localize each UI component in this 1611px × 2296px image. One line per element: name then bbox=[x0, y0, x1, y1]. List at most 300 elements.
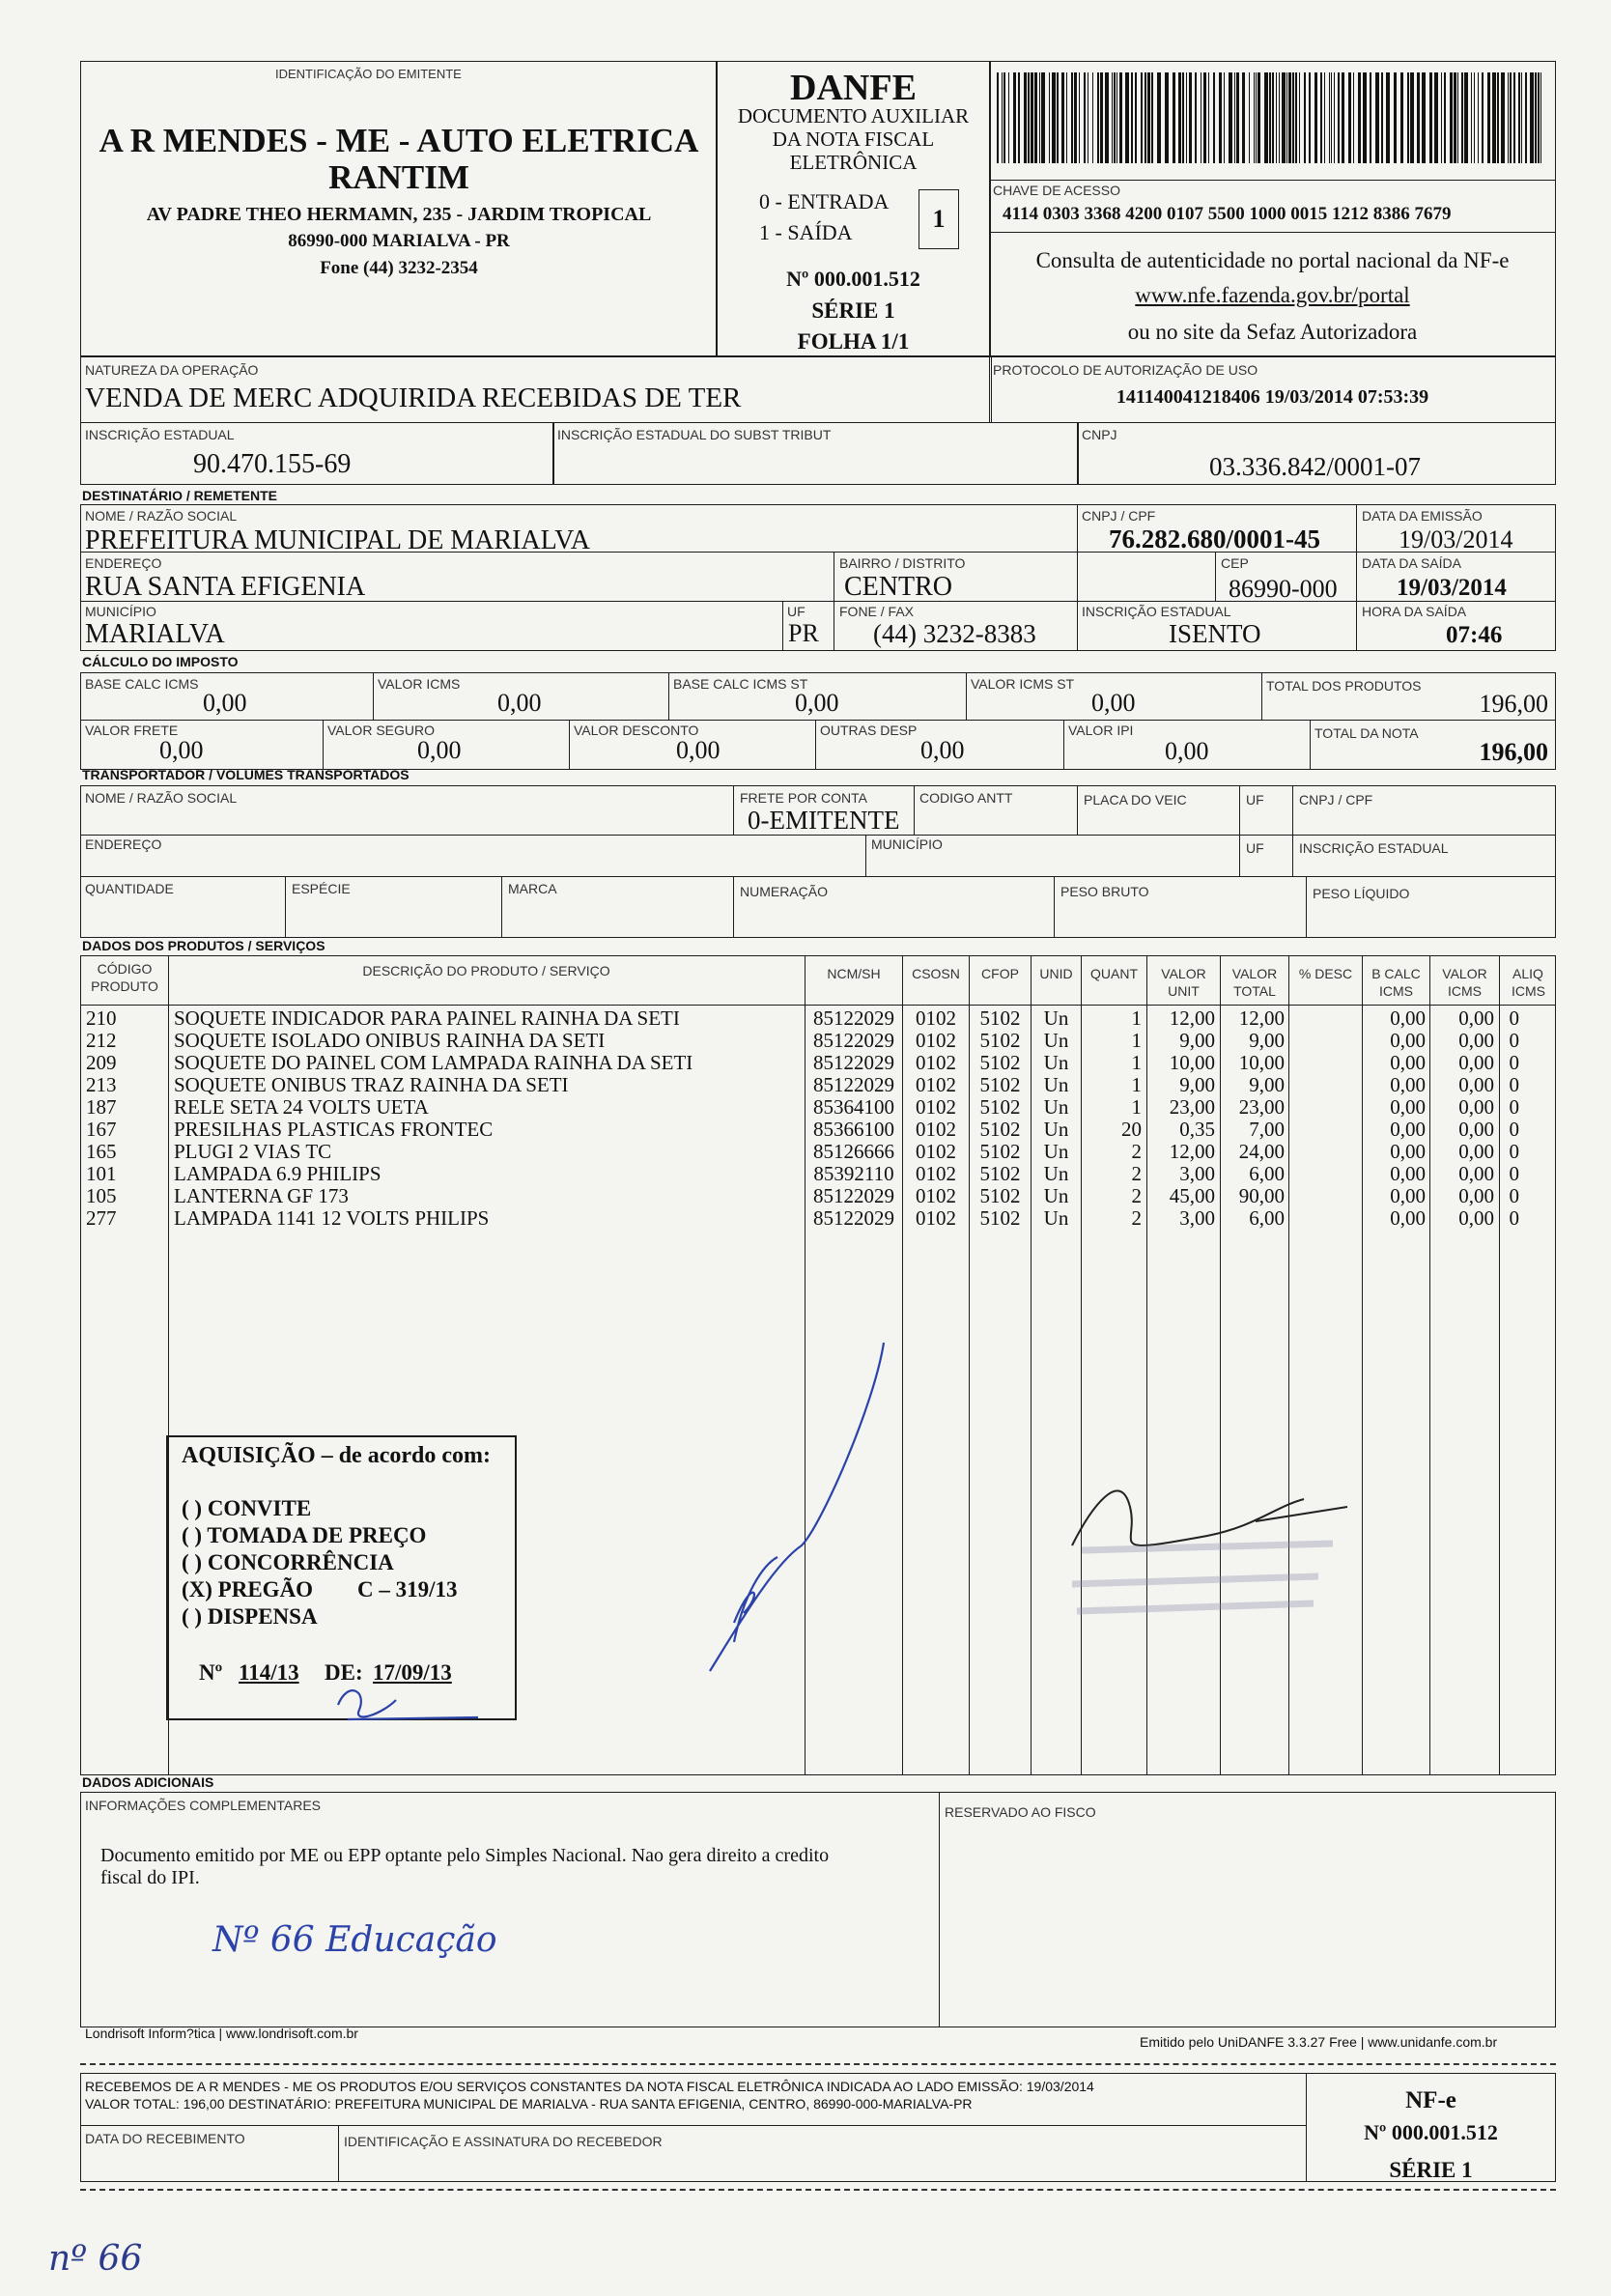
danfe-saida: 1 - SAÍDA bbox=[759, 220, 853, 244]
barcode-bar bbox=[1097, 72, 1099, 163]
emitente-address: AV PADRE THEO HERMAMN, 235 - JARDIM TROPICAL bbox=[146, 204, 652, 225]
cell-descricao: LAMPADA 6.9 PHILIPS bbox=[174, 1162, 382, 1185]
barcode-bar bbox=[1092, 72, 1093, 163]
cell-bcalc: 0,00 bbox=[1390, 1095, 1426, 1119]
cell-codigo: 105 bbox=[86, 1184, 117, 1207]
table-row bbox=[80, 1119, 1556, 1141]
cell-unit: 3,00 bbox=[1179, 1206, 1215, 1230]
barcode-bar bbox=[1151, 72, 1153, 163]
cell-descricao: SOQUETE DO PAINEL COM LAMPADA RAINHA DA SETI bbox=[174, 1051, 693, 1074]
barcode-bar bbox=[1254, 72, 1255, 163]
transp-nome-label: NOME / RAZÃO SOCIAL bbox=[85, 790, 238, 806]
barcode-bar bbox=[1105, 72, 1109, 163]
col-unid: UNID bbox=[1039, 966, 1073, 981]
barcode-bar bbox=[1219, 72, 1222, 163]
cell-total: 7,00 bbox=[1249, 1118, 1285, 1141]
cnpj-value: 03.336.842/0001-07 bbox=[1209, 452, 1421, 481]
cell-unit: 9,00 bbox=[1179, 1029, 1215, 1052]
barcode-bar bbox=[1258, 72, 1260, 163]
barcode-bar bbox=[1057, 72, 1059, 163]
emitente-name-1: A R MENDES - ME - AUTO ELETRICA bbox=[99, 122, 699, 159]
table-row bbox=[80, 1163, 1556, 1185]
barcode-bar bbox=[1400, 72, 1403, 163]
cell-csosn: 0102 bbox=[916, 1095, 956, 1119]
barcode-bar bbox=[1314, 72, 1317, 163]
info-line-1: Documento emitido por ME ou EPP optante pelo Simples Nacional. Nao gera direito a credito bbox=[100, 1845, 830, 1866]
barcode-bar bbox=[1208, 72, 1209, 163]
natureza-value: VENDA DE MERC ADQUIRIDA RECEBIDAS DE TER bbox=[85, 383, 742, 413]
barcode-bar bbox=[1125, 72, 1129, 163]
barcode-bar bbox=[1538, 72, 1540, 163]
barcode-bar bbox=[1471, 72, 1472, 163]
cell-unid: Un bbox=[1043, 1051, 1069, 1074]
cell-quant: 1 bbox=[1131, 1029, 1142, 1052]
barcode-bar bbox=[1079, 72, 1080, 163]
cell-unid: Un bbox=[1043, 1006, 1069, 1030]
canhoto-serie: SÉRIE 1 bbox=[1389, 2158, 1473, 2182]
canhoto-line-2: VALOR TOTAL: 196,00 DESTINATÁRIO: PREFEITURA MUNICIPAL DE MARIALVA - RUA SANTA EFIGENIA, CENTRO, 86990-000-MARIALVA-PR bbox=[85, 2096, 973, 2112]
cell-bcalc: 0,00 bbox=[1390, 1051, 1426, 1074]
imposto-section-label: CÁLCULO DO IMPOSTO bbox=[82, 654, 239, 669]
cell-descricao: SOQUETE ISOLADO ONIBUS RAINHA DA SETI bbox=[174, 1029, 606, 1052]
cell-quant: 2 bbox=[1131, 1206, 1142, 1230]
barcode-bar bbox=[1119, 72, 1122, 163]
col-codigo: CÓDIGO PRODUTO bbox=[91, 961, 158, 994]
barcode-bar bbox=[1008, 72, 1009, 163]
cell-csosn: 0102 bbox=[916, 1118, 956, 1141]
barcode-bar bbox=[1482, 72, 1484, 163]
seguro-label: VALOR SEGURO bbox=[327, 723, 435, 738]
dest-saida: 19/03/2014 bbox=[1397, 575, 1507, 601]
dest-fone: (44) 3232-8383 bbox=[873, 619, 1036, 648]
barcode-bar bbox=[1320, 72, 1322, 163]
total-produtos-label: TOTAL DOS PRODUTOS bbox=[1266, 678, 1422, 694]
transportador-section-label: TRANSPORTADOR / VOLUMES TRANSPORTADOS bbox=[82, 767, 410, 782]
cell-aliq: 0 bbox=[1509, 1006, 1519, 1030]
chave-label: CHAVE DE ACESSO bbox=[993, 183, 1121, 198]
barcode-bar bbox=[1269, 72, 1271, 163]
barcode-bar bbox=[1061, 72, 1064, 163]
protocolo-value: 141140041218406 19/03/2014 07:53:39 bbox=[1116, 386, 1429, 408]
cell-quant: 1 bbox=[1131, 1006, 1142, 1030]
col-cfop: CFOP bbox=[981, 966, 1019, 981]
frete-label: VALOR FRETE bbox=[85, 723, 179, 738]
cell-cfop: 5102 bbox=[979, 1095, 1021, 1119]
stamp-title: AQUISIÇÃO – de acordo com: bbox=[182, 1443, 491, 1468]
cell-ncm: 85366100 bbox=[813, 1118, 894, 1141]
cell-ncm: 85364100 bbox=[813, 1095, 894, 1119]
barcode-bar bbox=[997, 72, 999, 163]
ipi: 0,00 bbox=[1165, 737, 1209, 765]
info-line-2: fiscal do IPI. bbox=[100, 1867, 200, 1888]
cell-vicms: 0,00 bbox=[1458, 1006, 1494, 1030]
cell-cfop: 5102 bbox=[979, 1029, 1021, 1052]
barcode-bar bbox=[1024, 72, 1027, 163]
barcode-bar bbox=[1039, 72, 1040, 163]
barcode-bar bbox=[1487, 72, 1490, 163]
cell-aliq: 0 bbox=[1509, 1029, 1519, 1052]
barcode-bar bbox=[1518, 72, 1520, 163]
cell-codigo: 165 bbox=[86, 1140, 117, 1163]
table-row bbox=[80, 1096, 1556, 1119]
barcode-bar bbox=[1049, 72, 1050, 163]
cell-cfop: 5102 bbox=[979, 1206, 1021, 1230]
barcode-bar bbox=[1173, 72, 1175, 163]
danfe-subtitle-2: DA NOTA FISCAL bbox=[772, 128, 935, 151]
cell-unid: Un bbox=[1043, 1095, 1069, 1119]
barcode-bar bbox=[1434, 72, 1438, 163]
cell-vicms: 0,00 bbox=[1458, 1118, 1494, 1141]
barcode-bar bbox=[1450, 72, 1453, 163]
barcode-bar bbox=[1535, 72, 1537, 163]
col-valor-unit: VALOR UNIT bbox=[1161, 966, 1206, 999]
barcode-bar bbox=[1521, 72, 1522, 163]
cell-total: 9,00 bbox=[1249, 1029, 1285, 1052]
cell-aliq: 0 bbox=[1509, 1118, 1519, 1141]
barcode-bar bbox=[1071, 72, 1073, 163]
barcode-bar bbox=[1165, 72, 1169, 163]
cell-unit: 10,00 bbox=[1169, 1051, 1215, 1074]
canhoto-nfe: NF-e bbox=[1405, 2087, 1456, 2113]
natureza-label: NATUREZA DA OPERAÇÃO bbox=[85, 362, 259, 378]
barcode-bar bbox=[1066, 72, 1067, 163]
barcode-bar bbox=[1286, 72, 1287, 163]
danfe-entrada: 0 - ENTRADA bbox=[759, 189, 890, 213]
dest-uf-label: UF bbox=[787, 604, 806, 619]
barcode-bar bbox=[1525, 72, 1527, 163]
barcode-bar bbox=[1249, 72, 1250, 163]
dest-cep-label: CEP bbox=[1221, 555, 1249, 571]
cnpj-label: CNPJ bbox=[1082, 427, 1117, 442]
col-vicms: VALOR ICMS bbox=[1442, 966, 1487, 999]
barcode-bar bbox=[1182, 72, 1184, 163]
barcode-bar bbox=[1331, 72, 1332, 163]
desconto-label: VALOR DESCONTO bbox=[574, 723, 699, 738]
cell-total: 90,00 bbox=[1238, 1184, 1285, 1207]
cell-ncm: 85122029 bbox=[813, 1051, 894, 1074]
table-row bbox=[80, 1141, 1556, 1163]
danfe-serie: SÉRIE 1 bbox=[811, 298, 895, 323]
barcode-bar bbox=[1353, 72, 1354, 163]
dest-uf: PR bbox=[788, 619, 819, 647]
transp-peso-liquido-label: PESO LÍQUIDO bbox=[1313, 886, 1410, 901]
barcode-bar bbox=[1256, 72, 1257, 163]
transp-municipio-label: MUNICÍPIO bbox=[871, 836, 943, 852]
cell-csosn: 0102 bbox=[916, 1073, 956, 1096]
cell-unit: 23,00 bbox=[1169, 1095, 1215, 1119]
chave-consulta-3: ou no site da Sefaz Autorizadora bbox=[1127, 320, 1418, 344]
barcode-bar bbox=[1329, 72, 1330, 163]
cell-aliq: 0 bbox=[1509, 1051, 1519, 1074]
emitente-city: 86990-000 MARIALVA - PR bbox=[288, 231, 510, 251]
barcode-bar bbox=[1084, 72, 1086, 163]
outras-label: OUTRAS DESP bbox=[820, 723, 918, 738]
cell-aliq: 0 bbox=[1509, 1162, 1519, 1185]
cell-total: 12,00 bbox=[1238, 1006, 1285, 1030]
danfe-folha: FOLHA 1/1 bbox=[797, 329, 910, 354]
canhoto-ident-label: IDENTIFICAÇÃO E ASSINATURA DO RECEBEDOR bbox=[344, 2134, 663, 2149]
dest-ie: ISENTO bbox=[1169, 619, 1261, 648]
barcode-bar bbox=[1454, 72, 1456, 163]
cell-cfop: 5102 bbox=[979, 1162, 1021, 1185]
handwritten-note: Nº 66 Educação bbox=[212, 1920, 497, 1960]
footer-right: Emitido pelo UniDANFE 3.3.27 Free | www.unidanfe.com.br bbox=[1140, 2034, 1498, 2050]
ie-label: INSCRIÇÃO ESTADUAL bbox=[85, 427, 235, 442]
transp-uf2-label: UF bbox=[1246, 840, 1264, 856]
cell-quant: 1 bbox=[1131, 1051, 1142, 1074]
barcode-bar bbox=[1422, 72, 1426, 163]
stamp-num: 114/13 bbox=[239, 1660, 299, 1685]
ie-st-label: INSCRIÇÃO ESTADUAL DO SUBST TRIBUT bbox=[557, 427, 832, 442]
barcode-bar bbox=[1358, 72, 1361, 163]
table-row bbox=[80, 1074, 1556, 1096]
transp-placa-label: PLACA DO VEIC bbox=[1084, 792, 1187, 808]
transp-uf-label: UF bbox=[1246, 792, 1264, 808]
cell-bcalc: 0,00 bbox=[1390, 1140, 1426, 1163]
cell-codigo: 101 bbox=[86, 1162, 117, 1185]
barcode-bar bbox=[1145, 72, 1146, 163]
produtos-rows bbox=[80, 1007, 1556, 1239]
cell-aliq: 0 bbox=[1509, 1184, 1519, 1207]
barcode-bar bbox=[1510, 72, 1512, 163]
base-st-label: BASE CALC ICMS ST bbox=[673, 676, 808, 692]
barcode-bar bbox=[1052, 72, 1056, 163]
barcode-bar bbox=[1461, 72, 1463, 163]
barcode-bar bbox=[1375, 72, 1379, 163]
barcode-bar bbox=[1074, 72, 1077, 163]
barcode-bar bbox=[1114, 72, 1116, 163]
cell-vicms: 0,00 bbox=[1458, 1029, 1494, 1052]
barcode-bar bbox=[1195, 72, 1197, 163]
cell-descricao: PLUGI 2 VIAS TC bbox=[174, 1140, 332, 1163]
cell-descricao: LAMPADA 1141 12 VOLTS PHILIPS bbox=[174, 1206, 490, 1230]
destinatario-section-label: DESTINATÁRIO / REMETENTE bbox=[82, 488, 277, 503]
barcode-bar bbox=[1135, 72, 1137, 163]
barcode-bar bbox=[1381, 72, 1383, 163]
dest-hora-label: HORA DA SAÍDA bbox=[1362, 604, 1467, 619]
cell-vicms: 0,00 bbox=[1458, 1095, 1494, 1119]
barcode-bar bbox=[1540, 72, 1541, 163]
barcode-bar bbox=[1157, 72, 1161, 163]
transp-especie-label: ESPÉCIE bbox=[292, 881, 351, 896]
barcode-bar bbox=[1178, 72, 1181, 163]
cell-codigo: 212 bbox=[86, 1029, 117, 1052]
cell-total: 6,00 bbox=[1249, 1162, 1285, 1185]
fisco-label: RESERVADO AO FISCO bbox=[945, 1804, 1096, 1820]
chave-value: 4114 0303 3368 4200 0107 5500 1000 0015 1212 8386 7679 bbox=[1003, 204, 1452, 224]
cell-csosn: 0102 bbox=[916, 1162, 956, 1185]
cell-unid: Un bbox=[1043, 1029, 1069, 1052]
cell-ncm: 85122029 bbox=[813, 1206, 894, 1230]
barcode-bar bbox=[1141, 72, 1143, 163]
barcode-bar bbox=[1295, 72, 1297, 163]
barcode-bar bbox=[1394, 72, 1397, 163]
cell-descricao: SOQUETE INDICADOR PARA PAINEL RAINHA DA SETI bbox=[174, 1006, 680, 1030]
info-label: INFORMAÇÕES COMPLEMENTARES bbox=[85, 1798, 321, 1813]
cell-cfop: 5102 bbox=[979, 1051, 1021, 1074]
cell-ncm: 85122029 bbox=[813, 1184, 894, 1207]
danfe-tipo: 1 bbox=[932, 205, 946, 233]
cell-aliq: 0 bbox=[1509, 1073, 1519, 1096]
barcode-bar bbox=[1478, 72, 1479, 163]
base-icms-label: BASE CALC ICMS bbox=[85, 676, 199, 692]
dest-saida-label: DATA DA SAÍDA bbox=[1362, 555, 1461, 571]
barcode-bar bbox=[1292, 72, 1294, 163]
cell-bcalc: 0,00 bbox=[1390, 1162, 1426, 1185]
barcode-bar bbox=[1417, 72, 1420, 163]
barcode-bar bbox=[1116, 72, 1117, 163]
barcode-bar bbox=[1213, 72, 1215, 163]
cell-unit: 45,00 bbox=[1169, 1184, 1215, 1207]
table-row bbox=[80, 1185, 1556, 1207]
dest-cep: 86990-000 bbox=[1229, 575, 1338, 603]
col-bcalc: B CALC ICMS bbox=[1371, 966, 1421, 999]
transp-endereco-label: ENDEREÇO bbox=[85, 836, 162, 852]
cell-unit: 12,00 bbox=[1169, 1006, 1215, 1030]
barcode-bar bbox=[1028, 72, 1030, 163]
base-icms: 0,00 bbox=[203, 689, 247, 717]
barcode-bar bbox=[1508, 72, 1509, 163]
barcode-bar bbox=[1276, 72, 1277, 163]
col-aliq: ALIQ ICMS bbox=[1512, 966, 1545, 999]
portal-link[interactable]: www.nfe.fazenda.gov.br/portal bbox=[1135, 283, 1410, 307]
valor-st-label: VALOR ICMS ST bbox=[971, 676, 1075, 692]
col-ncm: NCM/SH bbox=[827, 966, 881, 981]
table-row bbox=[80, 1007, 1556, 1030]
col-descricao: DESCRIÇÃO DO PRODUTO / SERVIÇO bbox=[362, 963, 610, 978]
stamp-convite: ( ) CONVITE bbox=[182, 1496, 312, 1520]
cell-cfop: 5102 bbox=[979, 1073, 1021, 1096]
cell-aliq: 0 bbox=[1509, 1095, 1519, 1119]
cell-total: 6,00 bbox=[1249, 1206, 1285, 1230]
dest-fone-label: FONE / FAX bbox=[839, 604, 915, 619]
stamp-date-label: DE: bbox=[325, 1660, 363, 1685]
cell-total: 10,00 bbox=[1238, 1051, 1285, 1074]
valor-icms-label: VALOR ICMS bbox=[378, 676, 461, 692]
table-row bbox=[80, 1052, 1556, 1074]
dest-endereco: RUA SANTA EFIGENIA bbox=[85, 572, 366, 602]
barcode-bar bbox=[1429, 72, 1432, 163]
barcode-bar bbox=[1309, 72, 1311, 163]
stamp-tomada: ( ) TOMADA DE PREÇO bbox=[182, 1523, 427, 1547]
stamp-concorrencia: ( ) CONCORRÊNCIA bbox=[182, 1550, 394, 1574]
danfe-subtitle-1: DOCUMENTO AUXILIAR bbox=[737, 104, 970, 128]
barcode-bar bbox=[1513, 72, 1515, 163]
total-nota-label: TOTAL DA NOTA bbox=[1314, 725, 1419, 741]
barcode-bar bbox=[1348, 72, 1351, 163]
barcode-bar bbox=[1013, 72, 1016, 163]
barcode-bar bbox=[1229, 72, 1232, 163]
barcode-bar bbox=[1299, 72, 1300, 163]
barcode-bar bbox=[1497, 72, 1499, 163]
cell-bcalc: 0,00 bbox=[1390, 1029, 1426, 1052]
dest-cnpj-label: CNPJ / CPF bbox=[1082, 508, 1156, 524]
dest-hora: 07:46 bbox=[1446, 622, 1503, 648]
cell-quant: 2 bbox=[1131, 1184, 1142, 1207]
dest-nome: PREFEITURA MUNICIPAL DE MARIALVA bbox=[85, 525, 591, 555]
barcode-bar bbox=[1147, 72, 1150, 163]
footer-left: Londrisoft Inform?tica | www.londrisoft.com.br bbox=[85, 2026, 358, 2041]
canhoto-numero: Nº 000.001.512 bbox=[1364, 2120, 1498, 2144]
barcode-bar bbox=[1236, 72, 1239, 163]
total-nota: 196,00 bbox=[1479, 738, 1548, 766]
cell-vicms: 0,00 bbox=[1458, 1162, 1494, 1185]
cell-vicms: 0,00 bbox=[1458, 1206, 1494, 1230]
barcode-bar bbox=[1203, 72, 1206, 163]
cell-cfop: 5102 bbox=[979, 1140, 1021, 1163]
cell-aliq: 0 bbox=[1509, 1140, 1519, 1163]
seguro: 0,00 bbox=[417, 736, 462, 764]
barcode-bar bbox=[1034, 72, 1037, 163]
cell-quant: 1 bbox=[1131, 1073, 1142, 1096]
barcode-bar bbox=[1272, 72, 1274, 163]
barcode-bar bbox=[1386, 72, 1390, 163]
barcode-bar bbox=[1363, 72, 1367, 163]
valor-st: 0,00 bbox=[1091, 689, 1136, 717]
cell-vicms: 0,00 bbox=[1458, 1140, 1494, 1163]
barcode-bar bbox=[1100, 72, 1103, 163]
barcode-bar bbox=[1282, 72, 1286, 163]
barcode-bar bbox=[1186, 72, 1187, 163]
cell-quant: 20 bbox=[1121, 1118, 1142, 1141]
cell-csosn: 0102 bbox=[916, 1206, 956, 1230]
cell-unid: Un bbox=[1043, 1206, 1069, 1230]
dest-nome-label: NOME / RAZÃO SOCIAL bbox=[85, 508, 238, 524]
cell-quant: 1 bbox=[1131, 1095, 1142, 1119]
transp-cnpj-label: CNPJ / CPF bbox=[1299, 792, 1373, 808]
cell-codigo: 209 bbox=[86, 1051, 117, 1074]
cell-unid: Un bbox=[1043, 1118, 1069, 1141]
barcode-bar bbox=[1338, 72, 1340, 163]
stamp-date: 17/09/13 bbox=[373, 1660, 452, 1685]
barcode-bar bbox=[1224, 72, 1225, 163]
transp-numeracao-label: NUMERAÇÃO bbox=[740, 884, 829, 899]
dest-bairro-label: BAIRRO / DISTRITO bbox=[839, 555, 966, 571]
barcode-bar bbox=[1003, 72, 1005, 163]
dest-municipio: MARIALVA bbox=[85, 619, 225, 649]
dest-ie-label: INSCRIÇÃO ESTADUAL bbox=[1082, 604, 1231, 619]
cell-descricao: PRESILHAS PLASTICAS FRONTEC bbox=[174, 1118, 494, 1141]
transp-frete-label: FRETE POR CONTA bbox=[740, 790, 867, 806]
barcode-bar bbox=[1324, 72, 1325, 163]
cell-cfop: 5102 bbox=[979, 1118, 1021, 1141]
barcode-bar bbox=[1464, 72, 1468, 163]
danfe-subtitle-3: ELETRÔNICA bbox=[789, 151, 918, 174]
emitente-name-2: RANTIM bbox=[328, 158, 469, 196]
cell-vicms: 0,00 bbox=[1458, 1051, 1494, 1074]
cell-quant: 2 bbox=[1131, 1140, 1142, 1163]
barcode-bar bbox=[1444, 72, 1446, 163]
cell-vicms: 0,00 bbox=[1458, 1073, 1494, 1096]
emitente-section-label: IDENTIFICAÇÃO DO EMITENTE bbox=[275, 67, 462, 81]
outras: 0,00 bbox=[920, 736, 965, 764]
cell-unit: 12,00 bbox=[1169, 1140, 1215, 1163]
cell-bcalc: 0,00 bbox=[1390, 1006, 1426, 1030]
barcode-bar bbox=[1407, 72, 1409, 163]
danfe-numero: Nº 000.001.512 bbox=[786, 267, 920, 291]
cell-csosn: 0102 bbox=[916, 1184, 956, 1207]
barcode-bar bbox=[1031, 72, 1033, 163]
stamp-dispensa: ( ) DISPENSA bbox=[182, 1604, 318, 1629]
cell-quant: 2 bbox=[1131, 1162, 1142, 1185]
barcode-bar bbox=[1131, 72, 1133, 163]
barcode-bar bbox=[1342, 72, 1344, 163]
frete: 0,00 bbox=[159, 736, 204, 764]
cell-unid: Un bbox=[1043, 1140, 1069, 1163]
col-desc: % DESC bbox=[1298, 966, 1353, 981]
cell-codigo: 213 bbox=[86, 1073, 117, 1096]
cell-bcalc: 0,00 bbox=[1390, 1206, 1426, 1230]
